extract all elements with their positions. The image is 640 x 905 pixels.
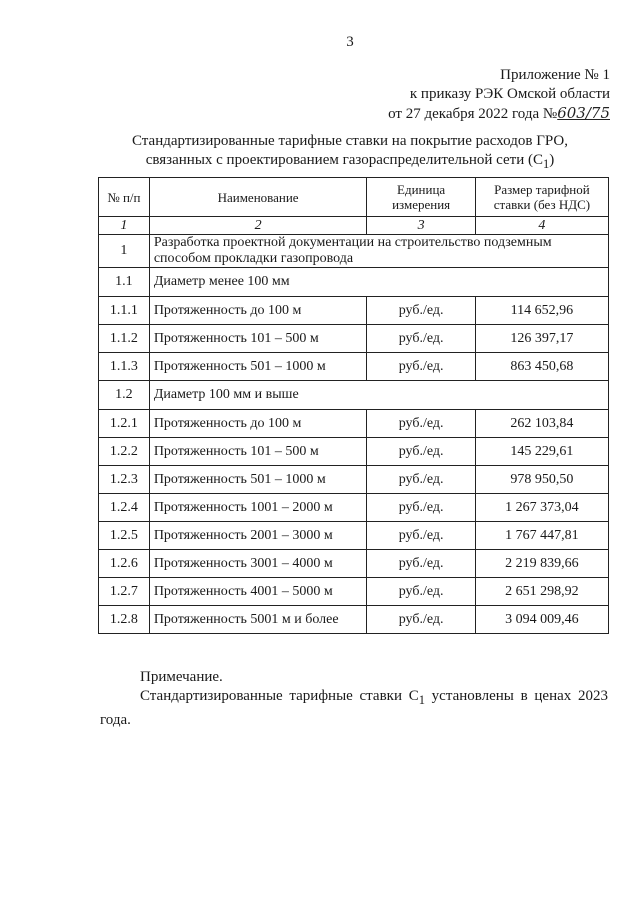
row-value: 1 267 373,04: [475, 494, 608, 522]
row-name: Протяженность 3001 – 4000 м: [149, 550, 367, 578]
row-number: 1.2.1: [99, 410, 150, 438]
row-unit: руб./ед.: [367, 550, 475, 578]
section-name: Диаметр 100 мм и выше: [149, 381, 608, 410]
row-name: Протяженность 501 – 1000 м: [149, 466, 367, 494]
header-unit: Единица измерения: [367, 178, 475, 217]
row-unit: руб./ед.: [367, 578, 475, 606]
row-number: 1.2.7: [99, 578, 150, 606]
note-text-after: установлены в ценах 2023 года.: [100, 688, 608, 728]
row-name: Протяженность до 100 м: [149, 410, 367, 438]
section-name: Диаметр менее 100 мм: [149, 268, 608, 297]
row-name: Протяженность 501 – 1000 м: [149, 353, 367, 381]
table-row: [99, 297, 609, 325]
table-section-row: [99, 268, 609, 297]
row-unit: руб./ед.: [367, 297, 475, 325]
table-row: [99, 494, 609, 522]
row-value: 2 219 839,66: [475, 550, 608, 578]
row-value: 3 094 009,46: [475, 606, 608, 634]
annex-line-2: к приказу РЭК Омской области: [409, 86, 610, 102]
row-unit: руб./ед.: [367, 466, 475, 494]
row-value: 863 450,68: [475, 353, 608, 381]
title-line-2: [100, 151, 600, 174]
row-number: 1.2.8: [99, 606, 150, 634]
document-title: [100, 132, 600, 174]
row-value: 145 229,61: [475, 438, 608, 466]
row-number: 1.2.5: [99, 522, 150, 550]
row-name: Протяженность 101 – 500 м: [149, 438, 367, 466]
table-row: [99, 550, 609, 578]
table-section-row: [99, 381, 609, 410]
row-number: 1.1.1: [99, 297, 150, 325]
col-number-1: 1: [99, 217, 150, 235]
row-number: 1.2.6: [99, 550, 150, 578]
col-number-2: 2: [149, 217, 367, 235]
title-line-2-tail: ): [549, 152, 555, 168]
row-number: 1.1.2: [99, 325, 150, 353]
table-row: [99, 353, 609, 381]
col-number-3: 3: [367, 217, 475, 235]
note-text: [100, 686, 608, 730]
table-row: [99, 325, 609, 353]
col-number-4: 4: [475, 217, 608, 235]
page-number: 3: [346, 34, 354, 50]
row-name: Протяженность 1001 – 2000 м: [149, 494, 367, 522]
row-unit: руб./ед.: [367, 494, 475, 522]
row-value: 126 397,17: [475, 325, 608, 353]
title-subscript: 1: [543, 157, 550, 171]
table-row: [99, 522, 609, 550]
annex-line-3: [388, 104, 610, 124]
note-text-before: Стандартизированные тарифные ставки С: [140, 688, 419, 704]
row-value: 262 103,84: [475, 410, 608, 438]
table-header-row: [99, 178, 609, 217]
annex-date: от 27 декабря 2022 года №: [388, 106, 558, 122]
section-name: Разработка проектной документации на строительство подземным способом прокладки газопровода: [149, 235, 608, 268]
row-value: 978 950,50: [475, 466, 608, 494]
row-name: Протяженность 5001 м и более: [149, 606, 367, 634]
row-number: 1.2: [99, 381, 150, 410]
table-row: [99, 466, 609, 494]
row-unit: руб./ед.: [367, 438, 475, 466]
row-value: 1 767 447,81: [475, 522, 608, 550]
header-name: Наименование: [149, 178, 367, 217]
handwritten-order-number: 603/75: [557, 104, 610, 122]
row-number: 1.1.3: [99, 353, 150, 381]
row-name: Протяженность до 100 м: [149, 297, 367, 325]
row-number: 1.2.4: [99, 494, 150, 522]
note-label: Примечание.: [140, 669, 223, 685]
table-row: [99, 410, 609, 438]
row-number: 1.1: [99, 268, 150, 297]
header-num: № п/п: [99, 178, 150, 217]
table-row: [99, 606, 609, 634]
column-number-row: [99, 217, 609, 235]
table-section-row: [99, 235, 609, 268]
tariff-table: [98, 177, 609, 634]
row-number: 1.2.2: [99, 438, 150, 466]
row-name: Протяженность 101 – 500 м: [149, 325, 367, 353]
title-line-2-text: связанных с проектированием газораспределительной сети (С: [145, 152, 544, 168]
row-unit: руб./ед.: [367, 410, 475, 438]
note-subscript: 1: [418, 693, 425, 707]
row-unit: руб./ед.: [367, 606, 475, 634]
row-number: 1: [99, 235, 150, 268]
row-value: 114 652,96: [475, 297, 608, 325]
header-value: Размер тарифной ставки (без НДС): [475, 178, 608, 217]
row-unit: руб./ед.: [367, 522, 475, 550]
row-unit: руб./ед.: [367, 325, 475, 353]
table-row: [99, 578, 609, 606]
annex-line-1: Приложение № 1: [500, 67, 610, 83]
row-number: 1.2.3: [99, 466, 150, 494]
row-unit: руб./ед.: [367, 353, 475, 381]
annex-header: [388, 66, 610, 124]
row-value: 2 651 298,92: [475, 578, 608, 606]
table-row: [99, 438, 609, 466]
row-name: Протяженность 4001 – 5000 м: [149, 578, 367, 606]
row-name: Протяженность 2001 – 3000 м: [149, 522, 367, 550]
title-line-1: Стандартизированные тарифные ставки на покрытие расходов ГРО,: [132, 133, 568, 149]
